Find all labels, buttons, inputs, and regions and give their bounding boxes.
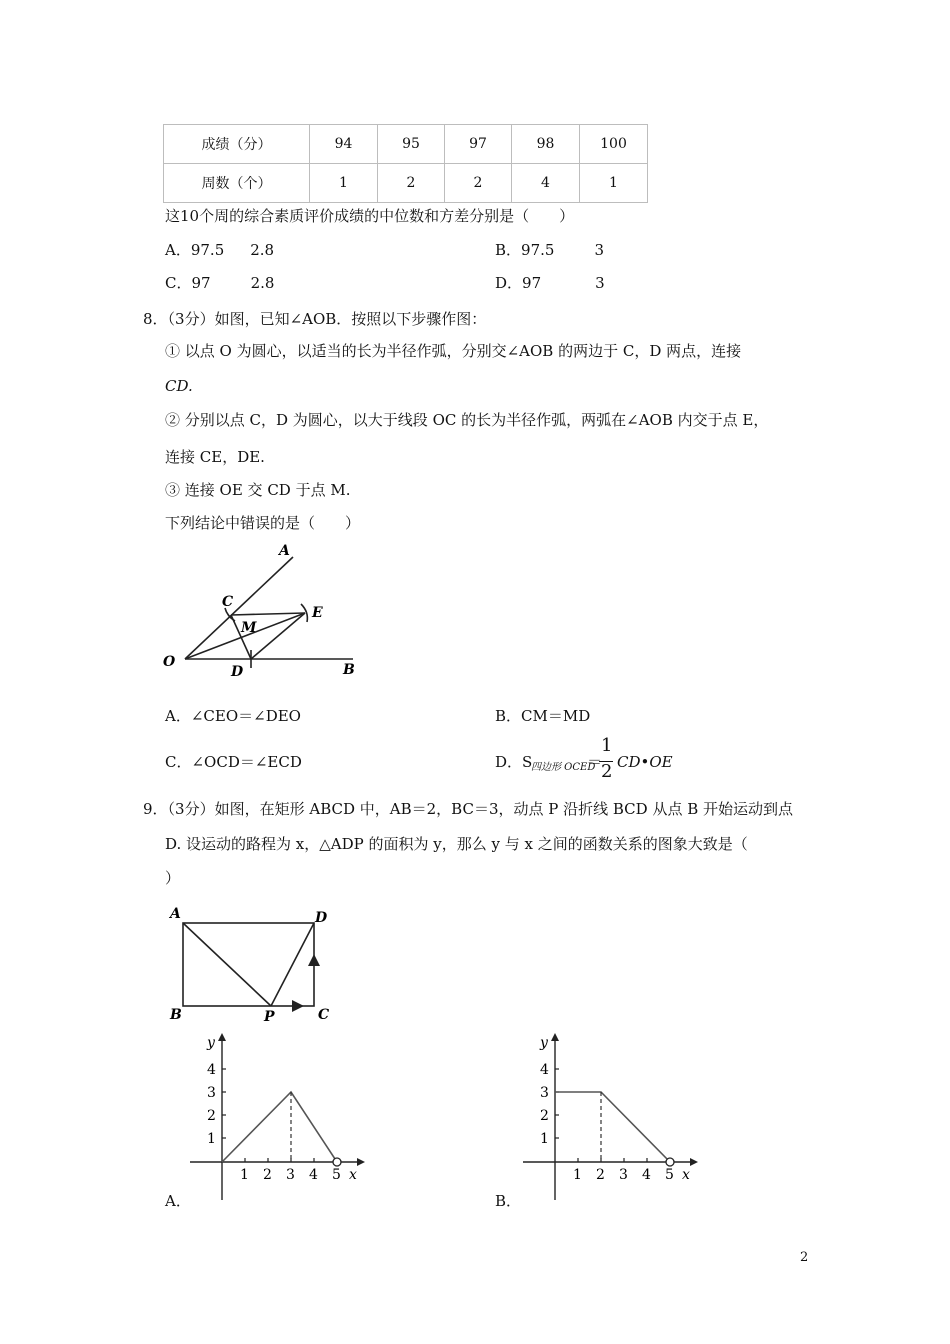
y-axis-arrow-icon: [551, 1033, 559, 1041]
option-d-prefix: D．S: [495, 753, 533, 771]
x-axis-arrow-icon: [357, 1158, 365, 1166]
table-row: [164, 125, 648, 164]
y-tick-label: 1: [207, 1131, 216, 1147]
table-row: [164, 164, 648, 203]
x-tick-label: 1: [573, 1167, 582, 1183]
arrow-right-icon: [292, 1000, 304, 1012]
option-value: 97: [522, 274, 542, 292]
option-d-subscript: 四边形 OCED: [531, 762, 596, 773]
table-cell: 94: [310, 125, 378, 164]
table-cell: 周数（个）: [164, 164, 310, 203]
table-cell: 1: [580, 164, 648, 203]
y-tick-label: 4: [540, 1062, 549, 1078]
ray-oa: [185, 557, 293, 659]
segment-ce: [231, 613, 305, 615]
graph-a-option[interactable]: A．: [165, 1192, 191, 1210]
label-e: E: [312, 605, 323, 621]
open-point: [666, 1158, 674, 1166]
q7-option-c[interactable]: [165, 273, 274, 293]
option-value: 97: [191, 274, 211, 292]
option-d-tail: CD•OE: [617, 753, 673, 771]
graph-a-line: [222, 1092, 337, 1162]
q8-step2-cont: 连接 CE，DE.: [165, 448, 265, 466]
y-axis-label: y: [207, 1035, 215, 1051]
q8-step1-cont: CD.: [165, 377, 193, 395]
x-tick-label: 3: [619, 1167, 628, 1183]
q8-option-a[interactable]: A．∠CEO＝∠DEO: [165, 707, 301, 725]
q7-option-a[interactable]: [165, 240, 274, 260]
x-tick-label: 1: [240, 1167, 249, 1183]
x-tick-label: 3: [286, 1167, 295, 1183]
table-cell: 97: [445, 125, 512, 164]
table-cell: 1: [310, 164, 378, 203]
option-letter: D．: [495, 274, 523, 292]
label-p: P: [264, 1009, 275, 1025]
q7-stem: 这10个周的综合素质评价成绩的中位数和方差分别是（ ）: [165, 207, 575, 225]
label-a: A: [170, 906, 181, 922]
option-letter: A．: [165, 241, 191, 259]
x-tick-label: 5: [332, 1167, 341, 1183]
x-tick-label: 2: [596, 1167, 605, 1183]
q8-option-b[interactable]: B．CM＝MD: [495, 707, 591, 725]
graph-a: [185, 1032, 370, 1202]
y-tick-label: 2: [540, 1108, 549, 1124]
x-tick-label: 5: [665, 1167, 674, 1183]
option-letter: B．: [495, 241, 522, 259]
y-tick-label: 2: [207, 1108, 216, 1124]
label-a: A: [279, 543, 290, 559]
option-value: 2.8: [250, 241, 275, 259]
option-value: 2.8: [250, 274, 275, 292]
q9-line3: ）: [165, 869, 181, 887]
option-letter: C．: [165, 274, 192, 292]
segment-ap: [183, 923, 271, 1006]
label-d: D: [231, 664, 244, 680]
arrow-up-icon: [308, 954, 320, 966]
option-value: 97.5: [521, 241, 555, 259]
x-tick-label: 4: [309, 1167, 318, 1183]
q8-step2: ② 分别以点 C，D 为圆心，以大于线段 OC 的长为半径作弧，两弧在∠AOB 内交于点 E，: [165, 411, 769, 429]
open-point: [333, 1158, 341, 1166]
q8-ask: 下列结论中错误的是（ ）: [165, 514, 361, 532]
y-axis-arrow-icon: [218, 1033, 226, 1041]
table-cell: 95: [378, 125, 445, 164]
y-tick-label: 4: [207, 1062, 216, 1078]
graph-b: [518, 1032, 703, 1202]
table-cell: 98: [512, 125, 580, 164]
segment-de: [251, 613, 305, 659]
segment-dp: [271, 923, 314, 1006]
x-axis-arrow-icon: [690, 1158, 698, 1166]
q8-step1: ① 以点 O 为圆心，以适当的长为半径作弧，分别交∠AOB 的两边于 C，D 两点，连接: [165, 342, 742, 360]
x-tick-label: 4: [642, 1167, 651, 1183]
angle-construction-figure: [155, 538, 365, 683]
x-axis-label: x: [349, 1167, 357, 1183]
page-number: 2: [800, 1250, 809, 1265]
option-value: 97.5: [190, 241, 225, 259]
table-cell: 2: [445, 164, 512, 203]
y-axis-label: y: [540, 1035, 548, 1051]
label-b: B: [343, 662, 355, 678]
fraction-numerator: 1: [601, 735, 613, 756]
label-b: B: [170, 1007, 182, 1023]
table-cell: 2: [378, 164, 445, 203]
option-d-equals: ＝: [587, 753, 603, 771]
y-tick-label: 3: [207, 1085, 216, 1101]
option-value: 3: [595, 274, 605, 292]
label-m: M: [241, 620, 257, 636]
label-o: O: [163, 654, 176, 670]
q9-line1: 9．（3分）如图，在矩形 ABCD 中，AB＝2，BC＝3，动点 P 沿折线 BCD 从点 B 开始运动到点: [143, 800, 794, 818]
x-tick-label: 2: [263, 1167, 272, 1183]
q9-line2: D. 设运动的路程为 x，△ADP 的面积为 y，那么 y 与 x 之间的函数关系的图象大致是（: [165, 835, 748, 853]
table-cell: 100: [580, 125, 648, 164]
table-cell: 成绩（分）: [164, 125, 310, 164]
rectangle-abcd: [183, 923, 314, 1006]
label-c: C: [222, 594, 234, 610]
label-c: C: [318, 1007, 330, 1023]
graph-b-option[interactable]: B．: [495, 1192, 522, 1210]
x-axis-label: x: [682, 1167, 690, 1183]
q8-option-c[interactable]: C．∠OCD＝∠ECD: [165, 753, 302, 771]
rectangle-figure: [160, 900, 340, 1028]
y-tick-label: 1: [540, 1131, 549, 1147]
q7-option-b[interactable]: [495, 240, 604, 260]
y-tick-label: 3: [540, 1085, 549, 1101]
label-d: D: [315, 910, 328, 926]
q7-option-d[interactable]: [495, 273, 605, 293]
table-cell: 4: [512, 164, 580, 203]
q8-step3: ③ 连接 OE 交 CD 于点 M.: [165, 481, 351, 499]
graph-b-line: [555, 1092, 670, 1162]
option-value: 3: [594, 241, 604, 259]
score-table: [163, 124, 648, 203]
fraction-denominator: 2: [601, 761, 613, 782]
q8-head: 8．（3分）如图，已知∠AOB．按照以下步骤作图：: [143, 310, 487, 328]
